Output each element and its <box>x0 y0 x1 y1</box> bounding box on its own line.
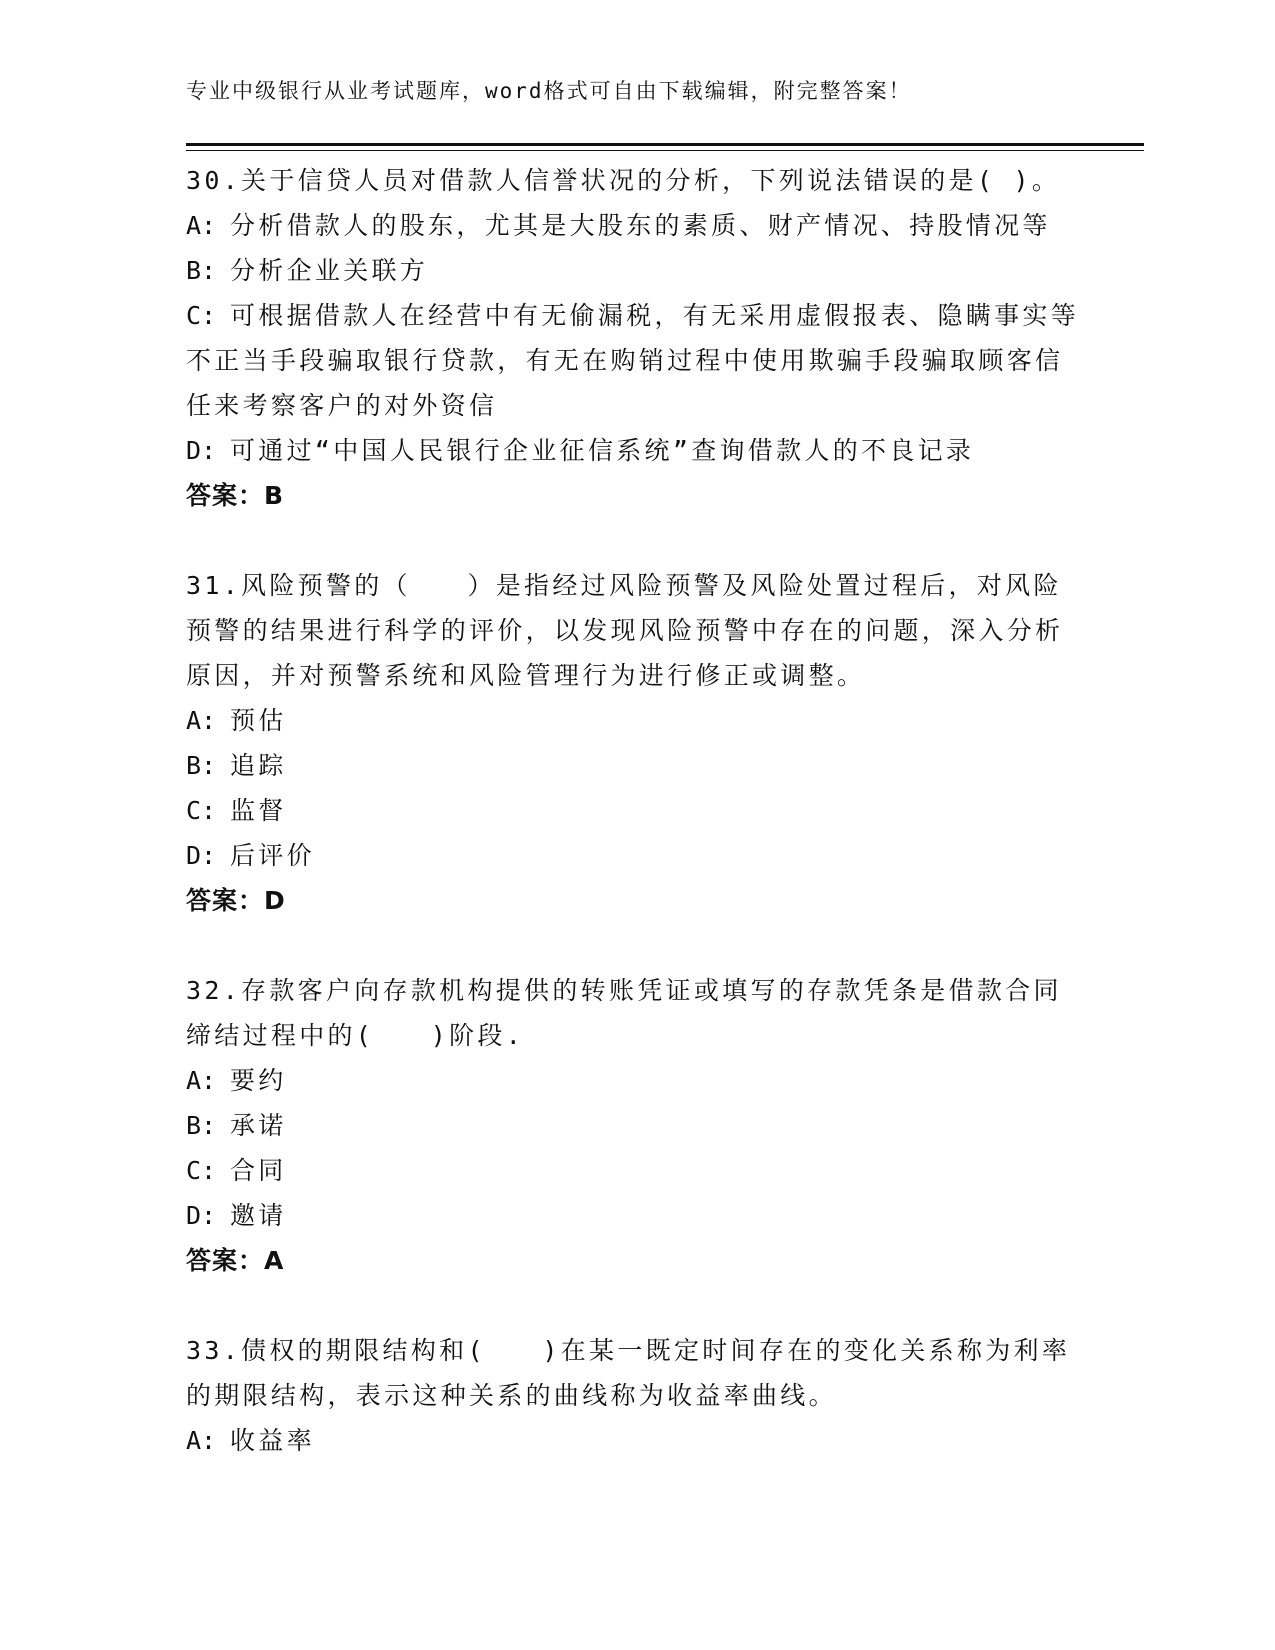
page-header: 专业中级银行从业考试题库，word格式可自由下载编辑，附完整答案！ <box>186 79 912 103</box>
question-32 <box>186 968 1086 1283</box>
option-text: 邀请 <box>230 1201 287 1230</box>
option-c[interactable] <box>186 1148 1086 1193</box>
option-letter: C: <box>186 796 217 825</box>
option-a[interactable] <box>186 1058 1086 1103</box>
option-d[interactable] <box>186 1193 1086 1238</box>
option-letter: B: <box>186 256 217 285</box>
option-letter: A: <box>186 1426 217 1455</box>
header-rule-thick <box>186 143 1144 146</box>
option-letter: D: <box>186 1201 217 1230</box>
option-letter: B: <box>186 1111 217 1140</box>
option-text: 分析借款人的股东，尤其是大股东的素质、财产情况、持股情况等 <box>230 211 1051 240</box>
option-text: 可根据借款人在经营中有无偷漏税，有无采用虚假报表、隐瞒事实等不正当手段骗取银行贷款，有无在购销过程中使用欺骗手段骗取顾客信任来考察客户的对外资信 <box>186 301 1080 420</box>
option-text: 追踪 <box>230 751 287 780</box>
option-text: 分析企业关联方 <box>230 256 429 285</box>
option-letter: A: <box>186 211 217 240</box>
option-letter: A: <box>186 706 217 735</box>
option-a[interactable] <box>186 1418 1086 1463</box>
option-b[interactable] <box>186 248 1086 293</box>
option-b[interactable] <box>186 743 1086 788</box>
option-text: 合同 <box>230 1156 287 1185</box>
answer-label: 答案：D <box>186 886 286 915</box>
option-text: 后评价 <box>230 841 315 870</box>
header-rule-thin <box>186 150 1144 151</box>
option-letter: B: <box>186 751 217 780</box>
option-letter: C: <box>186 1156 217 1185</box>
answer-label: 答案：A <box>186 1246 285 1275</box>
option-d[interactable] <box>186 428 1086 473</box>
option-letter: D: <box>186 841 217 870</box>
option-text: 收益率 <box>230 1426 315 1455</box>
option-a[interactable] <box>186 203 1086 248</box>
option-letter: A: <box>186 1066 217 1095</box>
option-text: 监督 <box>230 796 287 825</box>
option-b[interactable] <box>186 1103 1086 1148</box>
option-c[interactable] <box>186 788 1086 833</box>
option-text: 可通过“中国人民银行企业征信系统”查询借款人的不良记录 <box>230 436 975 465</box>
option-d[interactable] <box>186 833 1086 878</box>
question-stem: 31.风险预警的（ ）是指经过风险预警及风险处置过程后，对风险预警的结果进行科学的评价，以发现风险预警中存在的问题，深入分析原因，并对预警系统和风险管理行为进行修正或调整。 <box>186 571 1064 690</box>
option-text: 要约 <box>230 1066 287 1095</box>
question-stem: 32.存款客户向存款机构提供的转账凭证或填写的存款凭条是借款合同缔结过程中的( )阶段. <box>186 976 1062 1050</box>
question-30 <box>186 158 1086 518</box>
option-text: 承诺 <box>230 1111 287 1140</box>
question-stem: 30.关于信贷人员对借款人信誉状况的分析，下列说法错误的是( )。 <box>186 166 1061 195</box>
option-letter: C: <box>186 301 217 330</box>
question-33 <box>186 1328 1086 1463</box>
question-stem: 33.债权的期限结构和( )在某一既定时间存在的变化关系称为利率的期限结构，表示这种关系的曲线称为收益率曲线。 <box>186 1336 1071 1410</box>
option-c[interactable] <box>186 293 1086 428</box>
answer-label: 答案：B <box>186 481 285 510</box>
option-a[interactable] <box>186 698 1086 743</box>
question-31 <box>186 563 1086 923</box>
question-list <box>186 158 1086 1508</box>
option-text: 预估 <box>230 706 287 735</box>
option-letter: D: <box>186 436 217 465</box>
